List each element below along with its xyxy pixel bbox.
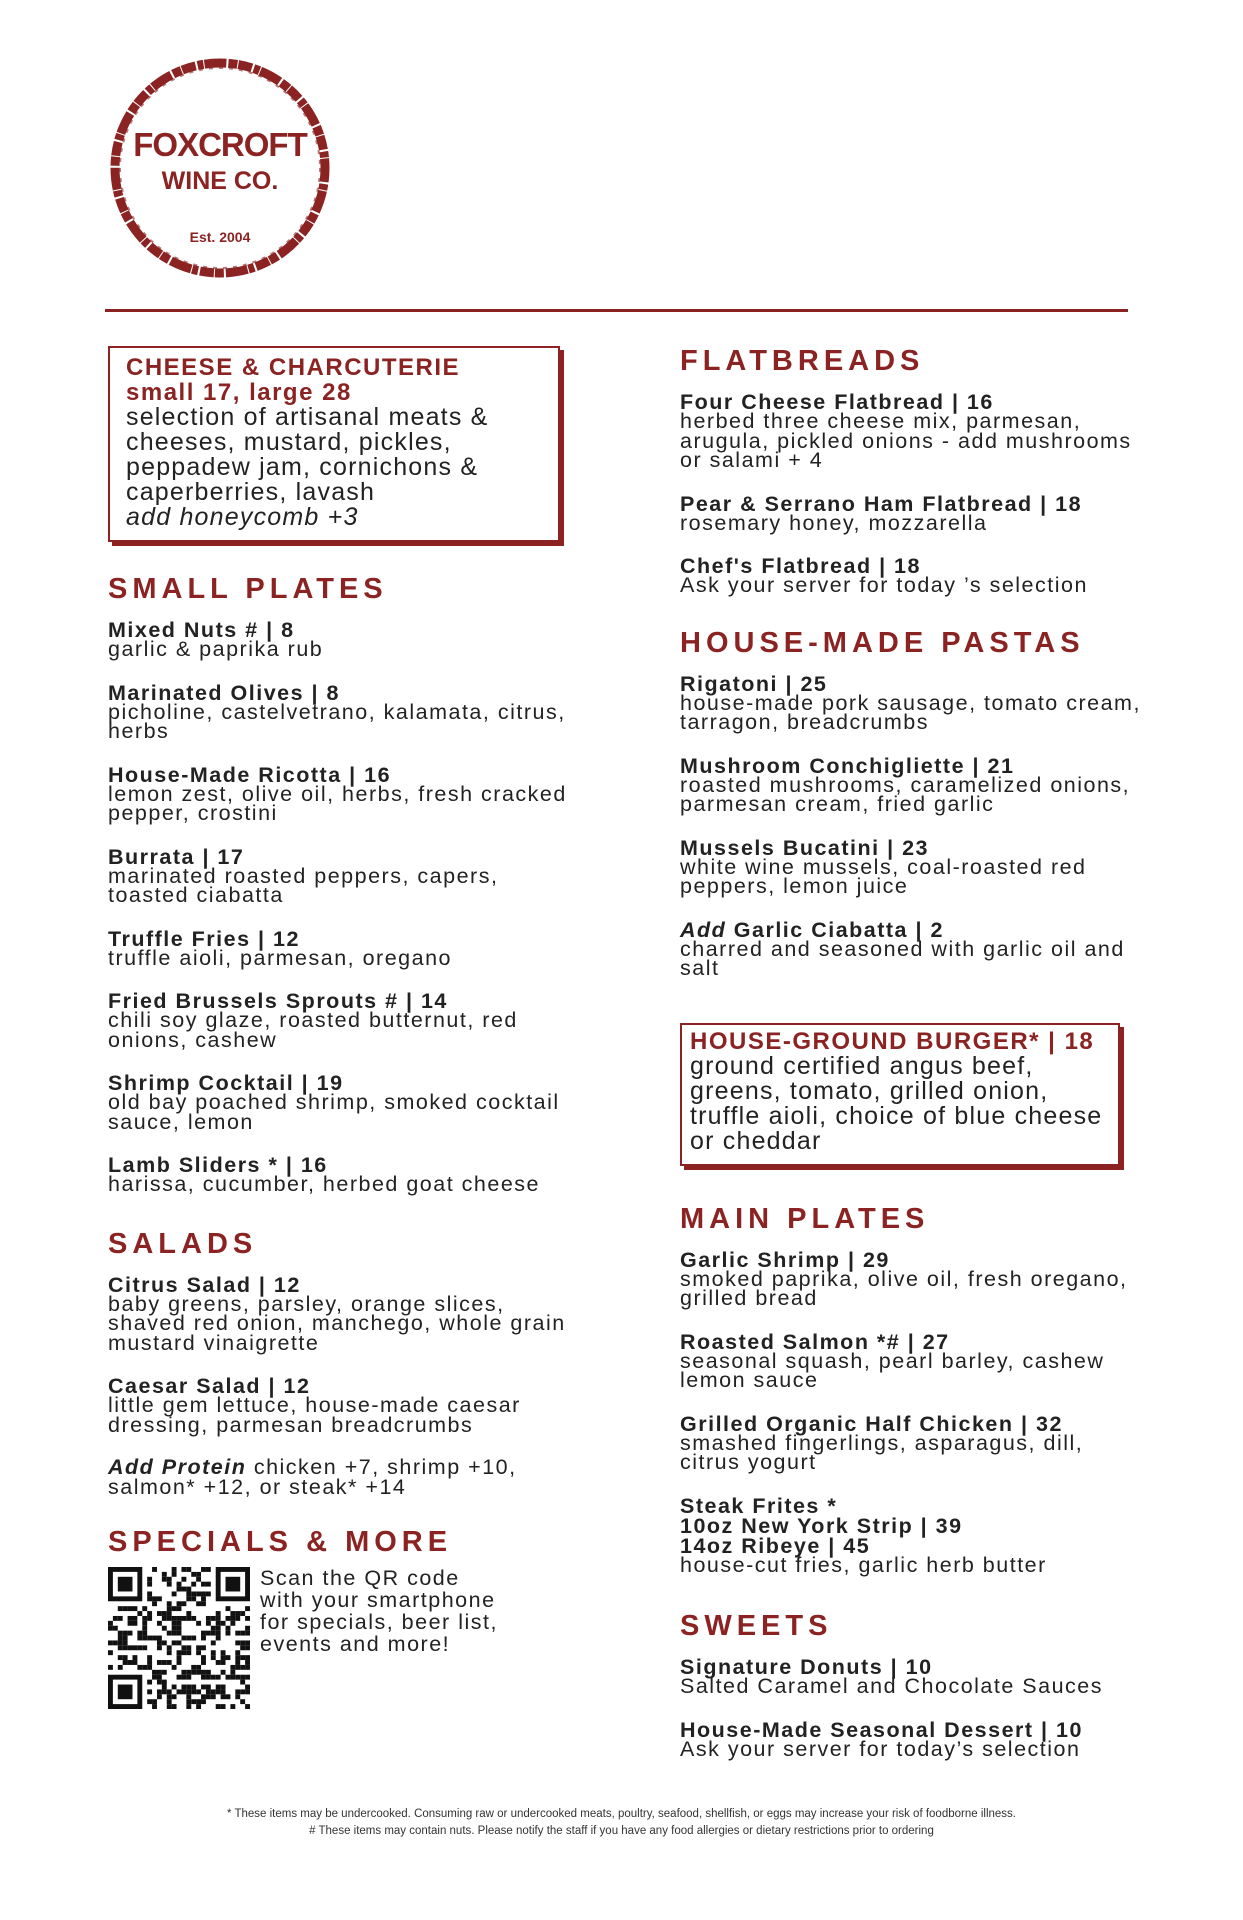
foxcroft-logo	[104, 52, 336, 284]
item-desc: house-made pork sausage, tomato cream, tarragon, breadcrumbs	[680, 690, 1141, 734]
item-name: Signature Donuts | 10	[680, 1655, 933, 1679]
menu-item	[108, 1155, 578, 1195]
cheese-charcuterie-box	[108, 346, 560, 542]
main-plates-heading: MAIN PLATES	[680, 1202, 930, 1235]
item-name: Truffle Fries | 12	[108, 926, 300, 951]
menu-item	[680, 491, 1150, 535]
item-name: Fried Brussels Sprouts # | 14	[108, 989, 448, 1013]
item-desc: harissa, cucumber, herbed goat cheese	[108, 1172, 540, 1196]
menu-item	[108, 1073, 578, 1132]
menu-item	[680, 1247, 1150, 1310]
item-name: Chef's Flatbread | 18	[680, 554, 921, 578]
ciabatta-name: Garlic Ciabatta | 2	[726, 917, 944, 942]
item-desc: Ask your server for today’s selection	[680, 1736, 1081, 1761]
item-desc: marinated roasted peppers, capers, toasted ciabatta	[108, 863, 499, 907]
item-desc: baby greens, parsley, orange slices, shaved red onion, manchego, whole grain mustard vinaigrette	[108, 1291, 566, 1355]
item-desc: garlic & paprika rub	[108, 637, 324, 661]
burger-desc: ground certified angus beef, greens, tomato, grilled onion, truffle aioli, choice of blue cheese or cheddar	[690, 1051, 1103, 1155]
footer-disclaimer	[0, 1806, 1243, 1840]
flatbreads-heading: FLATBREADS	[680, 345, 925, 377]
menu-item	[680, 1717, 1150, 1761]
item-desc: Ask your server for today ’s selection	[680, 573, 1088, 597]
item-desc: lemon zest, olive oil, herbs, fresh cracked pepper, crostini	[108, 781, 567, 825]
logo-est: Est. 2004	[189, 229, 251, 245]
sweets-list	[680, 1657, 1150, 1759]
item-name: Marinated Olives | 8	[108, 680, 340, 705]
menu-item	[108, 926, 578, 970]
qr-instructions: Scan the QR code with your smartphone for specials, beer list, events and more!	[260, 1566, 498, 1656]
item-name: Rigatoni | 25	[680, 671, 828, 696]
menu-item	[680, 917, 1150, 980]
item-name: Caesar Salad | 12	[108, 1374, 311, 1398]
item-desc: charred and seasoned with garlic oil and salt	[680, 936, 1125, 980]
item-name: Roasted Salmon *# | 27	[680, 1329, 950, 1354]
specials-heading: SPECIALS & MORE	[108, 1526, 453, 1558]
footer-line-nuts: # These items may contain nuts. Please notify the staff if you have any food allergies or dietary restrictions prior to ordering	[309, 1825, 934, 1837]
menu-item	[680, 556, 1150, 596]
steak-option: 14oz Ribeye | 45	[680, 1533, 871, 1558]
menu-item	[108, 762, 578, 825]
item-name: Lamb Sliders * | 16	[108, 1153, 328, 1177]
cheese-sizes: small 17, large 28	[126, 379, 352, 406]
menu-item	[680, 1411, 1150, 1474]
item-name: Mushroom Conchigliette | 21	[680, 753, 1015, 778]
footer-line-undercooked: * These items may be undercooked. Consuming raw or undercooked meats, poultry, seafood, shellfish, or eggs may increase your risk of foodborne illness.	[226, 1808, 1016, 1820]
burger-box	[680, 1023, 1120, 1166]
item-name: Shrimp Cocktail | 19	[108, 1071, 344, 1095]
item-name: Steak Frites *	[680, 1493, 838, 1518]
add-protein	[108, 1455, 578, 1499]
item-desc: herbed three cheese mix, parmesan, arugula, pickled onions - add mushrooms or salami + 4	[680, 409, 1132, 472]
flatbreads-list	[680, 392, 1150, 596]
menu-item	[680, 753, 1150, 816]
item-desc: house-cut fries, garlic herb butter	[680, 1552, 1047, 1577]
item-name: Four Cheese Flatbread | 16	[680, 390, 994, 414]
steak-option: 10oz New York Strip | 39	[680, 1513, 963, 1538]
cheese-addon: add honeycomb +3	[126, 503, 359, 531]
menu-item	[680, 392, 1150, 471]
item-desc: old bay poached shrimp, smoked cocktail sauce, lemon	[108, 1090, 560, 1134]
item-desc: seasonal squash, pearl barley, cashew lemon sauce	[680, 1348, 1105, 1392]
item-desc: chili soy glaze, roasted butternut, red onions, cashew	[108, 1008, 518, 1052]
item-name: Citrus Salad | 12	[108, 1272, 301, 1297]
right-column	[680, 344, 1150, 1782]
menu-item	[108, 1272, 578, 1355]
menu-item	[680, 1493, 1150, 1577]
ciabatta-add-label: Add	[680, 917, 727, 942]
menu-item	[680, 835, 1150, 898]
small-plates-heading: SMALL PLATES	[108, 573, 388, 605]
main-plates-list	[680, 1247, 1150, 1577]
salads-list	[108, 1272, 578, 1499]
item-name: Mixed Nuts # | 8	[108, 618, 295, 642]
salads-heading: SALADS	[108, 1227, 258, 1260]
item-name: Mussels Bucatini | 23	[680, 835, 930, 860]
item-desc: truffle aioli, parmesan, oregano	[108, 945, 453, 970]
menu-item	[108, 991, 578, 1050]
item-desc: Salted Caramel and Chocolate Sauces	[680, 1674, 1103, 1698]
header-divider	[105, 309, 1128, 312]
pastas-heading: HOUSE-MADE PASTAS	[680, 626, 1085, 659]
menu-item	[108, 680, 578, 743]
menu-item	[108, 1376, 578, 1435]
pastas-list	[680, 671, 1150, 980]
item-desc: little gem lettuce, house-made caesar dressing, parmesan breadcrumbs	[108, 1393, 521, 1437]
cheese-title: CHEESE & CHARCUTERIE	[126, 354, 461, 381]
menu-item	[680, 1657, 1150, 1697]
menu-item	[680, 671, 1150, 734]
menu-item	[108, 620, 578, 660]
qr-code-icon[interactable]	[108, 1567, 250, 1709]
add-protein-desc: chicken +7, shrimp +10, salmon* +12, or steak* +14	[108, 1455, 517, 1499]
add-protein-label: Add Protein	[108, 1455, 247, 1479]
item-desc: white wine mussels, coal-roasted red peppers, lemon juice	[680, 854, 1087, 898]
item-desc: rosemary honey, mozzarella	[680, 510, 988, 535]
item-name: House-Made Seasonal Dessert | 10	[680, 1717, 1083, 1742]
left-column	[108, 346, 578, 1709]
menu-item	[680, 1329, 1150, 1392]
logo-line2: WINE CO.	[161, 167, 279, 195]
item-name: Garlic Shrimp | 29	[680, 1247, 890, 1272]
item-name: Burrata | 17	[108, 844, 245, 869]
cheese-desc: selection of artisanal meats & cheeses, mustard, pickles, peppadew jam, cornichons & caperberries, lavash	[126, 403, 489, 506]
item-desc: smoked paprika, olive oil, fresh oregano, grilled bread	[680, 1266, 1128, 1310]
small-plates-list	[108, 620, 578, 1195]
item-name: House-Made Ricotta | 16	[108, 762, 392, 787]
burger-title: HOUSE-GROUND BURGER* | 18	[690, 1027, 1095, 1055]
sweets-heading: SWEETS	[680, 1610, 833, 1642]
menu-item	[108, 844, 578, 907]
item-name: Grilled Organic Half Chicken | 32	[680, 1411, 1063, 1436]
item-desc: smashed fingerlings, asparagus, dill, citrus yogurt	[680, 1430, 1084, 1474]
logo-line1: FOXCROFT	[133, 126, 307, 163]
item-desc: roasted mushrooms, caramelized onions, parmesan cream, fried garlic	[680, 772, 1131, 816]
item-name: Pear & Serrano Ham Flatbread | 18	[680, 491, 1083, 516]
item-desc: picholine, castelvetrano, kalamata, citrus, herbs	[108, 699, 566, 743]
specials-qr-block	[108, 1567, 578, 1709]
